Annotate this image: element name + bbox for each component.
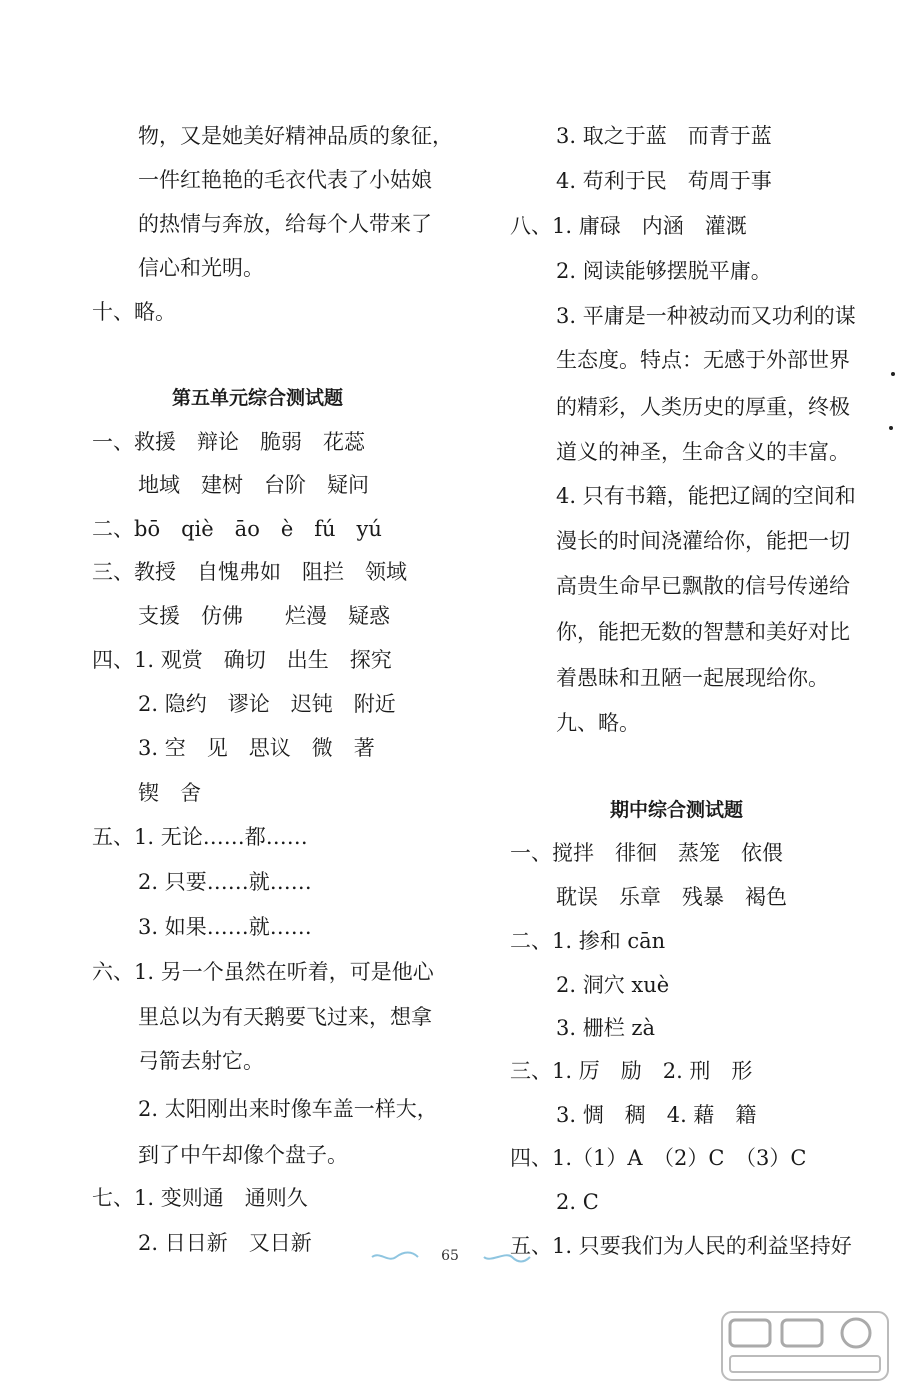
section-title: 期中综合测试题	[610, 799, 744, 821]
section-five: 五、1. 只要我们为人民的利益坚持好	[510, 1234, 852, 1258]
text-line: 2. 隐约 谬论 迟钝 附近	[138, 692, 396, 716]
text-line: 2. C	[556, 1190, 599, 1214]
section-four: 四、1. 观赏 确切 出生 探究	[92, 648, 392, 672]
text-line: 的精彩，人类历史的厚重，终极	[556, 395, 850, 419]
margin-dot	[891, 372, 895, 376]
section-three: 三、1. 厉 励 2. 刑 形	[510, 1059, 753, 1083]
text-line: 4. 苟利于民 苟周于事	[556, 169, 772, 193]
text-line: 耽误 乐章 残暴 褐色	[556, 885, 787, 909]
text-line: 着愚昧和丑陋一起展现给你。	[556, 666, 829, 690]
section-two: 二、bō qiè āo è fú yú	[92, 517, 382, 541]
section-one: 一、搅拌 徘徊 蒸笼 依偎	[510, 841, 783, 865]
text-line: 锲 舍	[138, 781, 201, 805]
text-line: 2. 太阳刚出来时像车盖一样大，	[138, 1097, 438, 1121]
text-line: 弓箭去射它。	[138, 1049, 264, 1073]
text-line: 的热情与奔放，给每个人带来了	[138, 212, 432, 236]
text-line: 里总以为有天鹅要飞过来，想拿	[138, 1005, 432, 1029]
text-line: 3. 取之于蓝 而青于蓝	[556, 124, 772, 148]
text-line: 3. 惆 稠 4. 藉 籍	[556, 1103, 757, 1127]
text-line: 你，能把无数的智慧和美好对比	[556, 620, 850, 644]
text-line: 3. 栅栏 zà	[556, 1016, 655, 1040]
text-line: 2. 只要……就……	[138, 870, 312, 894]
text-line: 信心和光明。	[138, 256, 264, 280]
text-line: 生态度。特点：无感于外部世界	[556, 348, 850, 372]
text-line: 一件红艳艳的毛衣代表了小姑娘	[138, 168, 432, 192]
section-ten: 十、略。	[92, 300, 176, 324]
right-wave-ornament-icon	[482, 1250, 532, 1264]
text-line: 高贵生命早已飘散的信号传递给	[556, 574, 850, 598]
text-line: 道义的神圣，生命含义的丰富。	[556, 440, 850, 464]
section-four: 四、1.（1）A （2）C （3）C	[510, 1146, 807, 1170]
section-five: 五、1. 无论……都……	[92, 825, 308, 849]
page-number: 65	[441, 1248, 459, 1264]
section-one: 一、救援 辩论 脆弱 花蕊	[92, 430, 365, 454]
section-title: 第五单元综合测试题	[172, 387, 344, 409]
margin-dot	[889, 426, 893, 430]
left-wave-ornament-icon	[370, 1250, 420, 1264]
text-line: 3. 平庸是一种被动而又功利的谋	[556, 304, 856, 328]
section-six: 六、1. 另一个虽然在听着，可是他心	[92, 960, 434, 984]
text-line: 到了中午却像个盘子。	[138, 1143, 348, 1167]
text-line: 地域 建树 台阶 疑问	[138, 473, 369, 497]
text-line: 3. 如果……就……	[138, 915, 312, 939]
text-line: 3. 空 见 思议 微 著	[138, 736, 375, 760]
section-three: 三、教授 自愧弗如 阻拦 领域	[92, 560, 407, 584]
answer-stamp-logo-icon	[720, 1310, 890, 1382]
text-line: 4. 只有书籍，能把辽阔的空间和	[556, 484, 856, 508]
section-two: 二、1. 掺和 cān	[510, 929, 666, 953]
text-line: 2. 洞穴 xuè	[556, 973, 670, 997]
text-line: 漫长的时间浇灌给你，能把一切	[556, 529, 850, 553]
section-nine: 九、略。	[556, 711, 640, 735]
text-line: 支援 仿佛 烂漫 疑惑	[138, 604, 390, 628]
text-line: 2. 阅读能够摆脱平庸。	[556, 259, 772, 283]
text-line: 2. 日日新 又日新	[138, 1231, 312, 1255]
section-seven: 七、1. 变则通 通则久	[92, 1186, 308, 1210]
text-line: 物，又是她美好精神品质的象征，	[138, 124, 453, 148]
section-eight: 八、1. 庸碌 内涵 灌溉	[510, 214, 747, 238]
